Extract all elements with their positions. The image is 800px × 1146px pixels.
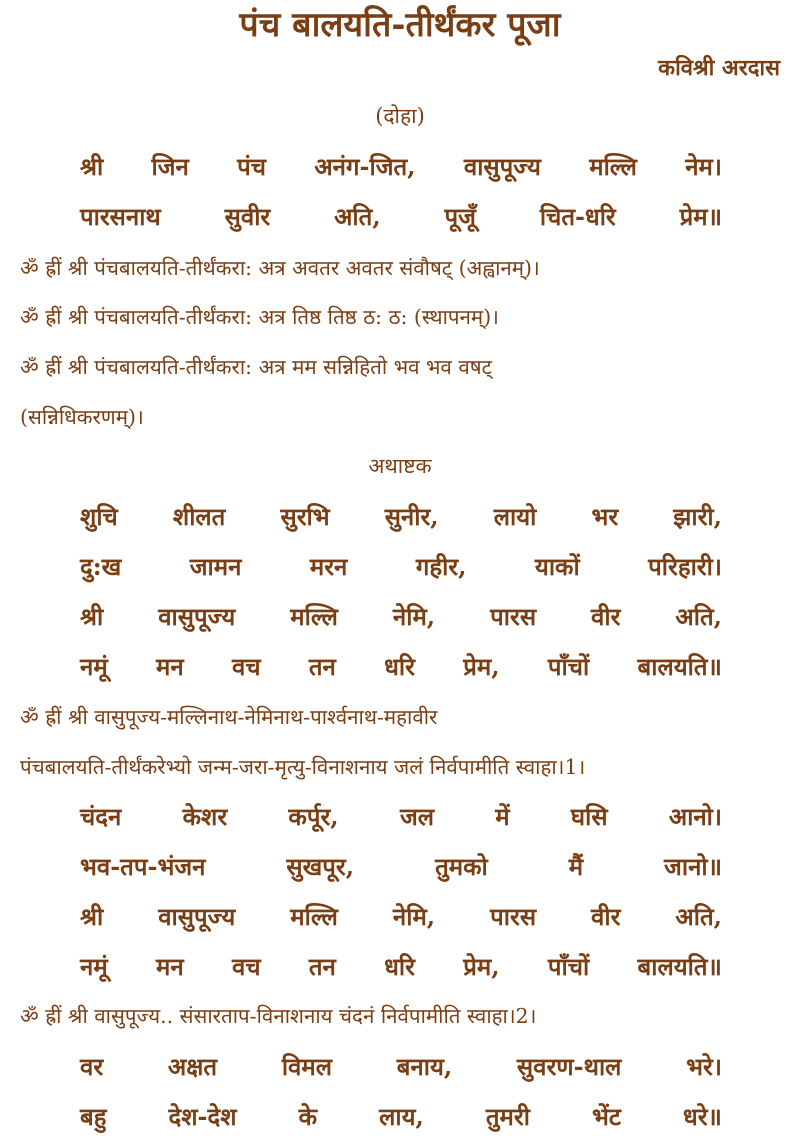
verse-word: भव-तप-भंजन — [80, 852, 206, 881]
invocation-line: ॐ ह्रीं श्री पंचबालयति-तीर्थंकरा: अत्र मम सन्निहितो भव भव वषट् — [20, 355, 492, 379]
verse-word: अति, — [675, 602, 722, 631]
verse-word: प्रेम, — [463, 952, 500, 981]
verse-word: नमूं — [80, 952, 108, 981]
page-title: पंच बालयति-तीर्थंकर पूजा — [239, 5, 561, 45]
verse-word: गहीर, — [415, 552, 467, 581]
verse-word: बालयति॥ — [637, 952, 722, 981]
verse-word: वच — [231, 652, 261, 681]
verse-word: अनंग-जित, — [314, 152, 416, 181]
verse-word: प्रेम॥ — [679, 202, 722, 231]
mantra-line: ॐ ह्रीं श्री वासुपूज्य-मल्लिनाथ-नेमिनाथ-पार्श्वनाथ-महावीर — [20, 705, 438, 729]
verse-word: केशर — [182, 802, 228, 831]
verse-line — [80, 850, 722, 884]
verse-word: नेम। — [685, 152, 722, 181]
mantra-line: ॐ ह्रीं श्री वासुपूज्य.. संसारताप-विनाशनाय चंदनं निर्वपामीति स्वाहा।2। — [20, 1004, 537, 1028]
verse-word: वच — [231, 952, 261, 981]
verse-line — [80, 200, 722, 234]
verse-line — [80, 650, 722, 684]
verse-word: दु:ख — [80, 552, 122, 581]
verse-word: देश-देश — [168, 1102, 237, 1131]
verse-word: मैं — [568, 852, 584, 881]
verse-word: सुवरण-थाल — [516, 1052, 622, 1081]
doha-heading: (दोहा) — [375, 104, 425, 128]
verse-word: जिन — [151, 152, 189, 181]
verse-word: जल — [399, 802, 435, 831]
mantra-line: पंचबालयति-तीर्थंकरेभ्यो जन्म-जरा-मृत्यु-विनाशनाय जलं निर्वपामीति स्वाहा।1। — [20, 755, 586, 779]
verse-word: बालयति॥ — [637, 652, 722, 681]
verse-line — [80, 150, 722, 184]
verse-word: मल्लि — [589, 152, 637, 181]
verse-word: याकों — [534, 552, 580, 581]
verse-line — [80, 500, 722, 534]
verse-word: अति, — [675, 902, 722, 931]
invocation-line: ॐ ह्रीं श्री पंचबालयति-तीर्थंकरा: अत्र अवतर अवतर संवौषट् (अह्वानम्)। — [20, 256, 540, 280]
verse-word: पूजूँ — [444, 202, 476, 231]
verse-word: वीर — [591, 902, 621, 931]
verse-word: श्री — [80, 152, 104, 181]
verse-word: अति, — [334, 202, 381, 231]
verse-word: वासुपूज्य — [158, 602, 236, 631]
verse-word: तन — [308, 952, 336, 981]
verse-word: वासुपूज्य — [463, 152, 541, 181]
verse-line — [80, 900, 722, 934]
verse-word: भरे। — [686, 1052, 722, 1081]
verse-word: भर — [591, 502, 619, 531]
verse-word: वीर — [591, 602, 621, 631]
verse-word: पारसनाथ — [80, 202, 161, 231]
verse-word: जामन — [189, 552, 242, 581]
verse-word: सुनीर, — [384, 502, 439, 531]
verse-word: धरि — [384, 952, 415, 981]
verse-word: झारी, — [673, 502, 722, 531]
verse-word: भेंट — [591, 1102, 621, 1131]
verse-word: तन — [308, 652, 336, 681]
verse-word: मन — [155, 652, 184, 681]
verse-word: पारस — [490, 902, 537, 931]
verse-word: नेमि, — [392, 602, 436, 631]
verse-word: परिहारी। — [648, 552, 722, 581]
invocation-line: ॐ ह्रीं श्री पंचबालयति-तीर्थंकरा: अत्र तिष्ठ तिष्ठ ठ: ठ: (स्थापनम्)। — [20, 305, 499, 329]
verse-word: श्री — [80, 902, 104, 931]
verse-word: सुवीर — [224, 202, 271, 231]
verse-word: पारस — [490, 602, 537, 631]
verse-word: पाँचों — [547, 952, 590, 981]
verse-word: मल्लि — [290, 902, 338, 931]
verse-word: वर — [80, 1052, 104, 1081]
verse-word: शीलत — [172, 502, 226, 531]
verse-word: नमूं — [80, 652, 108, 681]
verse-word: मल्लि — [290, 602, 338, 631]
verse-word: मरन — [309, 552, 348, 581]
verse-word: बनाय, — [396, 1052, 453, 1081]
verse-word: अक्षत — [167, 1052, 218, 1081]
verse-word: सुरभि — [280, 502, 330, 531]
verse-line — [80, 800, 722, 834]
invocation-line: (सन्निधिकरणम्)। — [20, 405, 144, 429]
verse-word: मन — [155, 952, 184, 981]
verse-word: पाँचों — [547, 652, 590, 681]
verse-line — [80, 950, 722, 984]
verse-word: विमल — [281, 1052, 332, 1081]
verse-word: तुमको — [435, 852, 488, 881]
verse-line — [80, 1100, 722, 1134]
verse-word: प्रेम, — [463, 652, 500, 681]
verse-word: आनो। — [668, 802, 722, 831]
verse-word: के — [298, 1102, 318, 1131]
verse-line — [80, 1050, 722, 1084]
verse-word: धरे॥ — [682, 1102, 722, 1131]
verse-word: घसि — [570, 802, 608, 831]
ashtak-heading: अथाष्टक — [368, 454, 432, 478]
verse-word: वासुपूज्य — [158, 902, 236, 931]
verse-word: शुचि — [80, 502, 118, 531]
verse-word: में — [495, 802, 510, 831]
verse-word: श्री — [80, 602, 104, 631]
verse-word: लायो — [493, 502, 537, 531]
verse-word: तुमरी — [485, 1102, 530, 1131]
verse-line — [80, 600, 722, 634]
verse-word: सुखपूर, — [286, 852, 355, 881]
verse-word: चित-धरि — [539, 202, 616, 231]
author-name: कविश्री अरदास — [658, 55, 780, 81]
verse-word: लाय, — [379, 1102, 424, 1131]
verse-word: चंदन — [80, 802, 122, 831]
verse-word: कर्पूर, — [288, 802, 339, 831]
verse-word: बहु — [80, 1102, 107, 1131]
verse-word: जानो॥ — [664, 852, 722, 881]
verse-word: पंच — [237, 152, 267, 181]
verse-line — [80, 550, 722, 584]
verse-word: नेमि, — [392, 902, 436, 931]
verse-word: धरि — [384, 652, 415, 681]
